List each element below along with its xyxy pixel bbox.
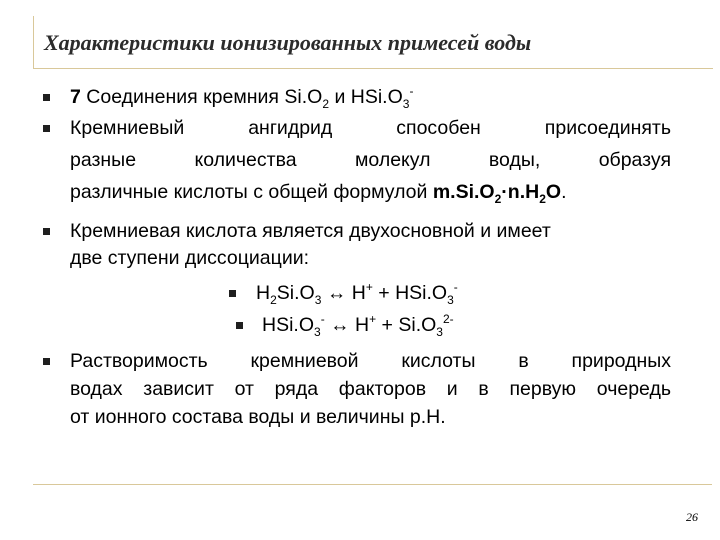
superscript: - — [453, 280, 458, 294]
superscript: + — [369, 312, 377, 326]
superscript: 2- — [442, 312, 454, 326]
equation-part: + HSi.O — [372, 282, 448, 304]
bullet-3-line-2: две ступени диссоциации: — [70, 247, 310, 269]
subscript: 2 — [322, 97, 330, 111]
bullet-4-line-1: Растворимость кремниевой кислоты в природных — [70, 350, 671, 372]
text-fragment: Соединения кремния Si.O — [80, 86, 323, 108]
item-number: 7 — [70, 86, 81, 108]
equation-part: ↔ H — [324, 314, 370, 336]
page-number: 26 — [686, 510, 698, 524]
subscript: 2 — [494, 192, 502, 206]
square-bullet-icon — [229, 290, 236, 297]
superscript: - — [409, 84, 414, 98]
equation-part: Si.O — [276, 282, 315, 304]
bullet-4-line-2: водах зависит от ряда факторов и в первую очередь — [70, 378, 671, 400]
text-fragment: и HSi.O — [329, 86, 403, 108]
bullet-3-line-1: Кремниевая кислота является двухосновной и имеет — [70, 220, 551, 242]
equation-part: H — [256, 282, 271, 304]
formula-part: ·n.H — [501, 181, 540, 203]
square-bullet-icon — [43, 228, 50, 235]
subscript: 3 — [314, 293, 322, 307]
equation-part: ↔ H — [321, 282, 366, 304]
formula-part: O — [545, 181, 562, 203]
subscript: 2 — [539, 192, 546, 206]
square-bullet-icon — [236, 322, 243, 329]
bullet-2-line-3 — [70, 178, 566, 207]
footer-line — [33, 484, 712, 485]
superscript: - — [320, 312, 325, 326]
subscript: 3 — [436, 325, 443, 339]
text-fragment: различные кислоты с общей формулой — [70, 181, 433, 203]
bullet-1-text — [70, 83, 413, 112]
formula-part: m.Si.O — [432, 181, 495, 203]
square-bullet-icon — [43, 94, 50, 101]
bullet-4-line-3: от ионного состава воды и величины р.Н. — [70, 406, 446, 428]
square-bullet-icon — [43, 125, 50, 132]
subscript: 3 — [447, 293, 454, 307]
text-fragment: . — [561, 181, 567, 203]
subscript: 3 — [314, 325, 321, 339]
formula — [432, 181, 562, 206]
bullet-2-line-2: разные количества молекул воды, образуя — [70, 149, 671, 171]
subscript: 2 — [270, 293, 277, 307]
equation-2 — [262, 311, 454, 340]
slide-title: Характеристики ионизированных примесей воды — [44, 30, 532, 55]
equation-part: + Si.O — [376, 314, 437, 336]
bullet-2-line-1: Кремниевый ангидрид способен присоединять — [70, 117, 671, 139]
equation-1 — [256, 279, 458, 308]
subscript: 3 — [402, 97, 410, 111]
equation-part: HSi.O — [262, 314, 315, 336]
superscript: + — [365, 280, 373, 294]
square-bullet-icon — [43, 358, 50, 365]
